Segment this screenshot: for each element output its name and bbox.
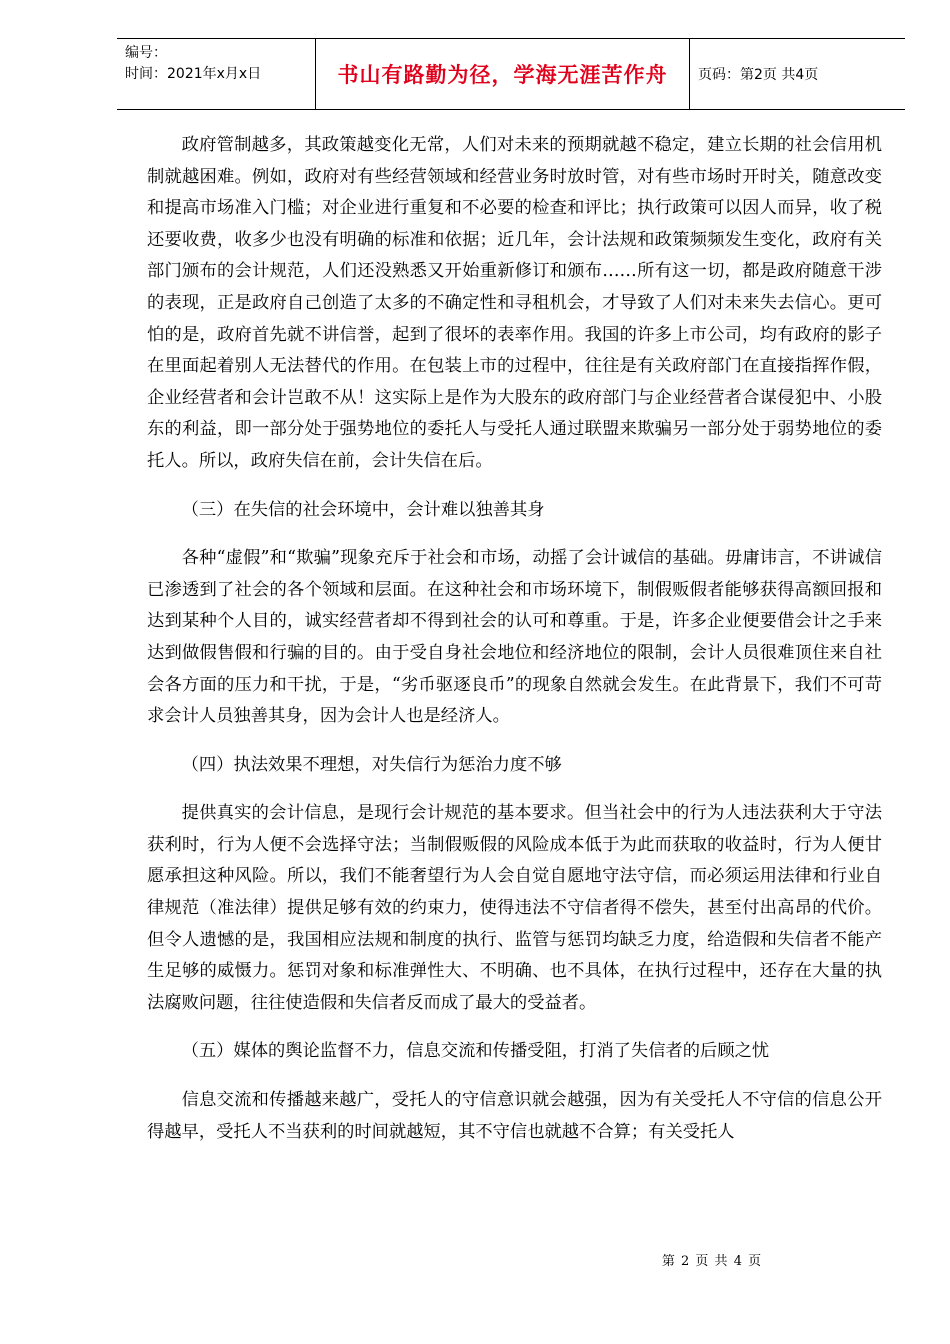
body-paragraph: 政府管制越多，其政策越变化无常，人们对未来的预期就越不稳定，建立长期的社会信用机制就越困难。例如，政府对有些经营领域和经营业务时放时管，对有些市场时开时关，随意改变和提高市场准入门槛；对企业进行重复和不必要的检查和评比；执行政策可以因人而异，收了税还要收费，收多少也没有明确的标准和依据；近几年，会计法规和政策频频发生变化，政府有关部门颁布的会计规范，人们还没熟悉又开始重新修订和颁布……所有这一切，都是政府随意干涉的表现，正是政府自己创造了太多的不确定性和寻租机会，才导致了人们对未来失去信心。更可怕的是，政府首先就不讲信誉，起到了很坏的表率作用。我国的许多上市公司，均有政府的影子在里面起着别人无法替代的作用。在包装上市的过程中，往往是有关政府部门在直接指挥作假，企业经营者和会计岂敢不从！这实际上是作为大股东的政府部门与企业经营者合谋侵犯中、小股东的利益，即一部分处于强势地位的委托人与受托人通过联盟来欺骗另一部分处于弱势地位的委托人。所以，政府失信在前，会计失信在后。 (147, 135, 882, 471)
header-meta-cell (117, 39, 315, 109)
page-header (117, 38, 905, 110)
header-page-cell (690, 39, 905, 109)
time-label: 时间：2021年x月x日 (125, 66, 262, 82)
motto-text: 书山有路勤为径，学海无涯苦作舟 (337, 63, 668, 87)
body-paragraph: 提供真实的会计信息，是现行会计规范的基本要求。但当社会中的行为人违法获利大于守法获利时，行为人便不会选择守法；当制假贩假的风险成本低于为此而获取的收益时，行为人便甘愿承担这种风险。所以，我们不能奢望行为人会自觉自愿地守法守信，而必须运用法律和行业自律规范（准法律）提供足够有效的约束力，使得违法不守信者得不偿失，甚至付出高昂的代价。但令人遗憾的是，我国相应法规和制度的执行、监管与惩罚均缺乏力度，给造假和失信者不能产生足够的威慑力。惩罚对象和标准弹性大、不明确、也不具体，在执行过程中，还存在大量的执法腐败问题，往往使造假和失信者反而成了最大的受益者。 (147, 803, 882, 1013)
header-motto-cell (315, 39, 690, 109)
section-heading: （三）在失信的社会环境中，会计难以独善其身 (181, 499, 545, 520)
body-paragraph: 信息交流和传播越来越广，受托人的守信意识就会越强，因为有关受托人不守信的信息公开得越早，受托人不当获利的时间就越短，其不守信也就越不合算；有关受托人 (147, 1090, 882, 1142)
footer-page-number: 第 2 页 共 4 页 (661, 1254, 763, 1269)
body-paragraph: 各种“虚假”和“欺骗”现象充斥于社会和市场，动摇了会计诚信的基础。毋庸讳言，不讲诚信已渗透到了社会的各个领域和层面。在这种社会和市场环境下，制假贩假者能够获得高额回报和达到某种个人目的，诚实经营者却不得到社会的认可和尊重。于是，许多企业便要借会计之手来达到做假售假和行骗的目的。由于受自身社会地位和经济地位的限制，会计人员很难顶住来自社会各方面的压力和干扰，于是，“劣币驱逐良币”的现象自然就会发生。在此背景下，我们不可苛求会计人员独善其身，因为会计人也是经济人。 (147, 548, 882, 727)
serial-label: 编号： (125, 45, 167, 61)
document-body (147, 130, 882, 1148)
page-info: 页码：第2页 共4页 (698, 67, 819, 83)
section-heading: （四）执法效果不理想，对失信行为惩治力度不够 (181, 754, 562, 775)
section-heading: （五）媒体的舆论监督不力，信息交流和传播受阻，打消了失信者的后顾之忧 (181, 1041, 770, 1062)
page-footer (0, 1250, 950, 1269)
